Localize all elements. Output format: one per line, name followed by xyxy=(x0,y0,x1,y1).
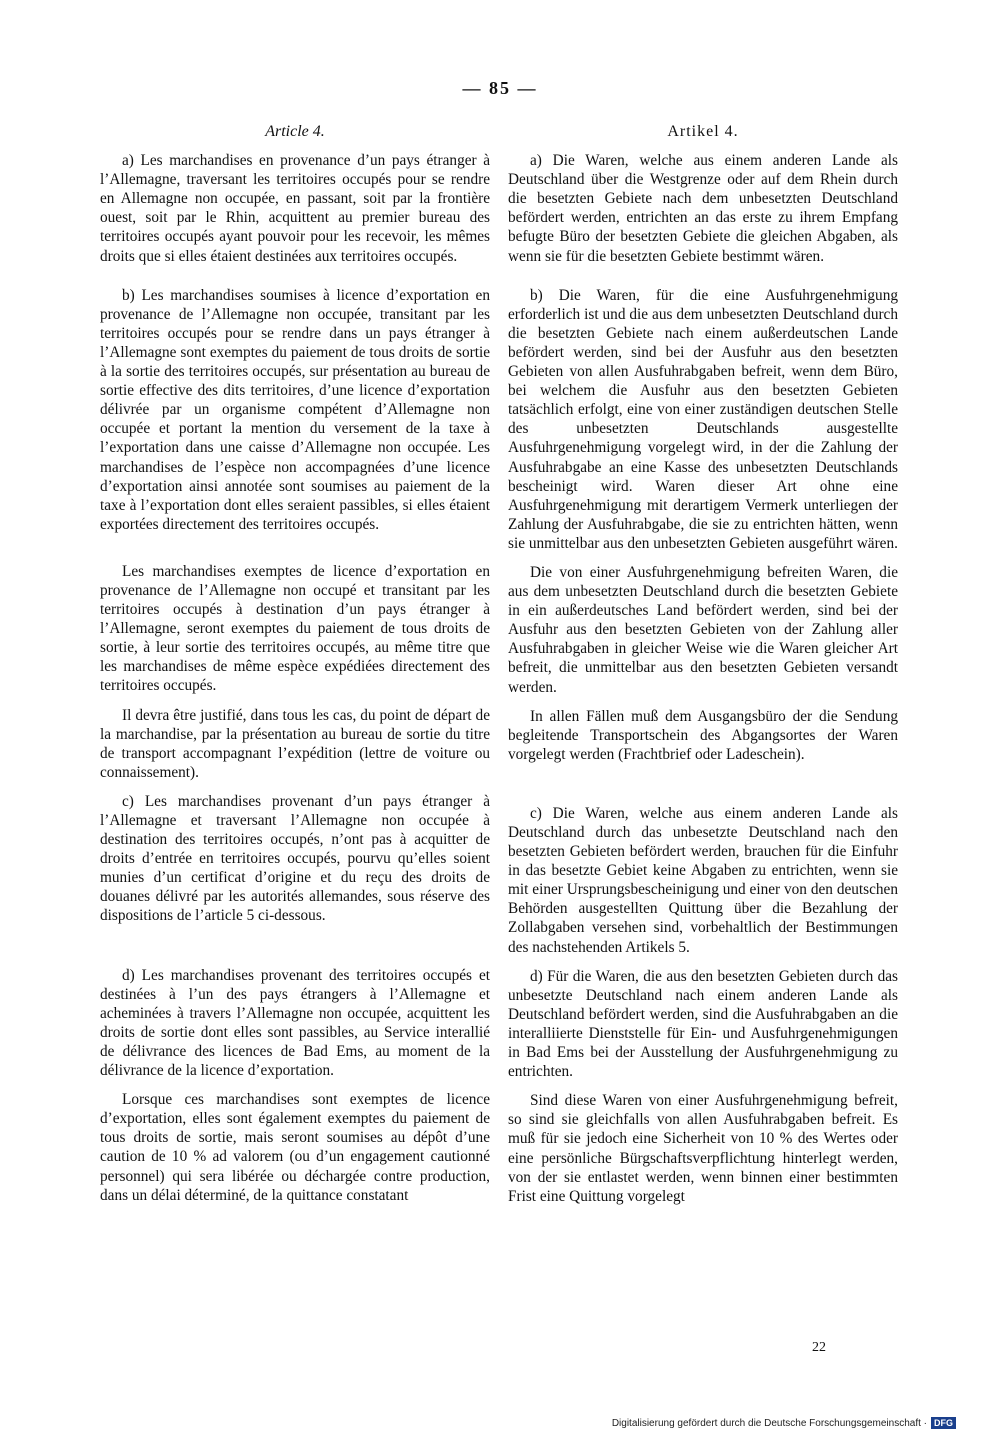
digitization-footer xyxy=(612,1417,956,1429)
french-paragraph-a: a) Les marchandises en provenance d’un pays étranger à l’Allemagne, traversant les territoires occupés pour se rendre en Allemagne non occupée, en passant, soit par la frontière ouest, soit par le Rhin, acquittent au premier bureau des territoires occupés ayant pouvoir pour les recevoir, les mêmes droits que si elles étaient destinées aux territoires occupés. xyxy=(100,152,490,265)
german-column xyxy=(508,122,898,1206)
footer-credit-text: Digitalisierung gefördert durch die Deutsche Forschungsgemeinschaft · xyxy=(611,1418,927,1429)
page-number: — 85 — xyxy=(462,78,538,98)
sheet-number: 22 xyxy=(812,1340,826,1355)
german-paragraph-c: c) Die Waren, welche aus einem anderen Lande als Deutschland durch das unbesetzte Deutschland nach den besetzten Gebieten befördert werden, brauchen für die Einfuhr in das besetzte Gebiet keine Abgaben zu entrichten, wenn sie mit einer Ursprungsbescheinigung und einer von den deutschen Behörden ausgestellten Quittung über die Bezahlung der Zollabgaben versehen sind, vorbehaltlich der Bestimmungen des nachstehenden Artikels 5. xyxy=(508,804,898,956)
german-paragraph-b-exempt: Die von einer Ausfuhrgenehmigung befreiten Waren, die aus dem unbesetzten Deutschland durch die besetzten Gebiete in ein außerdeutsches Land befördert werden, sind bei der Ausfuhr aus den besetzten Gebieten von der Zahlung aller Ausfuhrabgaben in gleicher Weise wie die Waren gleicher Art befreit, die unmittelbar aus den besetzten Gebieten versandt werden. xyxy=(508,563,898,696)
french-paragraph-b: b) Les marchandises soumises à licence d’exportation en provenance de l’Allemagne non occupée, transitant par les territoires occupés pour se rendre dans un pays étranger à l’Allemagne sont exemptes du paiement de tous droits de sortie à la sortie des territoires occupés, sur présentation au bureau de sortie effective des dits territoires, d’une licence d’exportation délivrée par un organisme compétent d’Allemagne non occupée et portant la mention du versement de la taxe à l’exportation dans une caisse d’Allemagne non occupée. Les marchandises de l’espèce non accompagnées d’une licence d’exportation ainsi annotée sont soumises au paiement de la taxe à l’exportation dont elles seraient passibles, si elles étaient exportées directement des territoires occupés. xyxy=(100,286,490,533)
german-paragraph-b: b) Die Waren, für die eine Ausfuhrgenehmigung erforderlich ist und die aus dem unbesetzten Deutschland durch die besetzten Gebiete nach einem außerdeutschen Lande befördert werden, sind bei der Ausfuhr aus den besetzten Gebieten von allen Ausfuhrabgaben befreit, wenn dem Büro, bei welchem die Ausfuhr aus den besetzten Gebieten tatsächlich erfolgt, eine von einer zuständigen deutschen Stelle des unbesetzten Deutschlands ausgestellte Ausfuhrgenehmigung vorgelegt wird, in der die Zahlung der Ausfuhrabgabe an eine Kasse des unbesetzten Deutschlands bescheinigt wird. Waren dieser Art ohne eine Ausfuhrgenehmigung mit derartigem Vermerk unterliegen der Zahlung der Ausfuhrabgabe, die sie zu entrichten hätten, wenn sie unmittelbar aus den unbesetzten Gebieten ausgeführt wären. xyxy=(508,286,898,552)
german-paragraph-d-exempt: Sind diese Waren von einer Ausfuhrgenehmigung befreit, so sind sie gleichfalls von allen Ausfuhrabgaben befreit. Es muß für sie jedoch eine Sicherheit von 10 % des Wertes oder eine persönliche Bürgschaftsverpflichtung hinterlegt werden, von der sie entlastet werden, wenn binnen einer bestimmten Frist eine Quittung vorgelegt xyxy=(508,1092,898,1205)
french-paragraph-justification: Il devra être justifié, dans tous les cas, du point de départ de la marchandise, par la présentation au bureau de sortie du titre de transport accompagnant l’expédition (lettre de voiture ou connaissement). xyxy=(100,706,490,781)
dfg-logo: DFG xyxy=(931,1417,956,1429)
french-column xyxy=(100,122,490,1205)
french-paragraph-d: d) Les marchandises provenant des territoires occupés et destinées à l’un des pays étrangers à l’Allemagne et acheminées à travers l’Allemagne non occupée, acquittent les droits de sortie dont elles sont passibles, au Service interallié de délivrance des licences de Bad Ems, au moment de la délivrance de la licence d’exportation. xyxy=(100,966,490,1080)
french-paragraph-d-exempt: Lorsque ces marchandises sont exemptes de licence d’exportation, elles sont également exemptes du paiement de tous droits de sortie, mais seront soumises au dépôt d’une caution de 10 % ad valorem (ou d’un engagement cautionné personnel) qui sera libérée ou déchargée contre production, dans un délai déterminé, de la quittance constatant xyxy=(100,1091,490,1204)
french-article-heading: Article 4. xyxy=(265,123,325,140)
german-article-heading: Artikel 4. xyxy=(667,123,739,140)
french-paragraph-c: c) Les marchandises provenant d’un pays étranger à l’Allemagne et traversant l’Allemagne non occupée à destination des territoires occupés, n’ont pas à acquitter de droits d’entrée en territoires occupés, pourvu qu’elles soient munies d’un certificat d’origine et du reçu des droits de douanes délivré par les autorités allemandes, sous réserve des dispositions de l’article 5 ci-dessous. xyxy=(100,792,490,925)
french-paragraph-b-exempt: Les marchandises exemptes de licence d’exportation en provenance de l’Allemagne non occupé et transitant par les territoires occupés à destination d’un pays étranger à l’Allemagne, seront exemptes du paiement de tous droits de sortie, à leur sortie des territoires occupés, au même titre que les marchandises de même espèce expédiées directement des territoires occupés. xyxy=(100,562,490,695)
german-paragraph-d: d) Für die Waren, die aus den besetzten Gebieten durch das unbesetzte Deutschland nach einem anderen Lande als Deutschland befördert werden, sind die Ausfuhrabgaben an die interalliierte Dienststelle für Ein- und Ausfuhrgenehmigungen in Bad Ems bei der Ausstellung der Ausfuhrgenehmigung zu entrichten. xyxy=(508,967,898,1081)
german-paragraph-a: a) Die Waren, welche aus einem anderen Lande als Deutschland über die Westgrenze oder auf dem Rhein durch die besetzten Gebiete nach dem unbesetzten Deutschland befördert werden, entrichten an das erste zu ihrem Empfang befugte Büro der besetzten Gebiete die gleichen Abgaben, als wenn sie für die besetzten Gebiete bestimmt wären. xyxy=(508,152,898,265)
german-paragraph-all-cases: In allen Fällen muß dem Ausgangsbüro der die Sendung begleitende Transportschein des Abgangsortes der Waren vorgelegt werden (Frachtbrief oder Ladeschein). xyxy=(508,707,898,763)
